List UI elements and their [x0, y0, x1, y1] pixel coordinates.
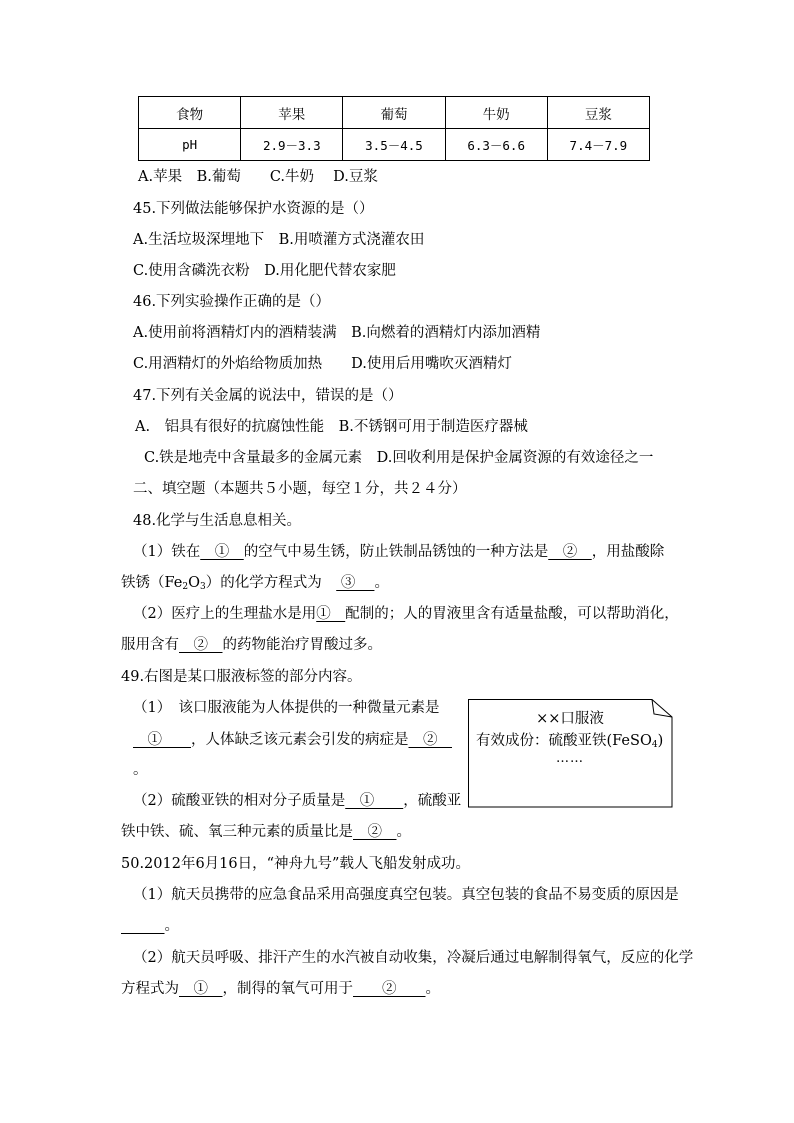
q50-part1-line2	[121, 916, 179, 936]
q47-options-line2: C.铁是地壳中含量最多的金属元素 D.回收利用是保护金属资源的有效途径之一	[144, 450, 654, 466]
text: ，硫酸亚	[403, 793, 462, 809]
text: （2）医疗上的生理盐水是用	[133, 606, 317, 622]
subscript: 2	[182, 582, 189, 592]
table-cell: 牛奶	[445, 97, 547, 129]
text: ，人体缺乏该元素会引发的病症是	[191, 732, 409, 748]
q50-part2-line2	[121, 979, 440, 999]
text: 铁锈（Fe	[121, 575, 183, 591]
text: 服用含有	[121, 637, 179, 653]
table-cell: 2.9－3.3	[241, 129, 343, 161]
text: （1）铁在	[133, 544, 201, 560]
answer-blank[interactable]: ②	[353, 824, 397, 840]
q46-options-line1: A.使用前将酒精灯内的酒精装满 B.向燃着的酒精灯内添加酒精	[133, 325, 541, 341]
text: ）的化学方程式为	[205, 575, 337, 591]
text: )	[657, 733, 664, 749]
answer-blank[interactable]: ②	[179, 637, 223, 653]
q47-options-line1: A. 铝具有很好的抗腐蚀性能 B.不锈钢可用于制造医疗器械	[135, 419, 528, 435]
table-cell: 苹果	[241, 97, 343, 129]
q48-part1-line1	[133, 542, 664, 562]
q45-options-line1: A.生活垃圾深埋地下 B.用喷灌方式浇灌农田	[133, 232, 425, 248]
text: 的药物能治疗胃酸过多。	[222, 637, 382, 653]
text: 。	[374, 575, 389, 591]
text: 。	[164, 918, 179, 934]
table-row	[139, 129, 650, 161]
q49-part1-line2	[133, 730, 452, 750]
q50-part1-line1: （1）航天员携带的应急食品采用高强度真空包装。真空包装的食品不易变质的原因是	[133, 887, 679, 903]
text: 。	[396, 824, 411, 840]
table-cell: 3.5－4.5	[343, 129, 445, 161]
q47-stem: 47.下列有关金属的说法中，错误的是（）	[133, 388, 403, 404]
subscript: 4	[651, 740, 658, 750]
q48-part2-line1	[133, 604, 679, 624]
table-cell: pH	[139, 129, 241, 161]
answer-blank[interactable]: ①	[316, 606, 346, 622]
table-cell: 豆浆	[547, 97, 649, 129]
text: 配制的；人的胃液里含有适量盐酸，可以帮助消化，	[345, 606, 679, 622]
q48-part1-line2	[121, 573, 389, 597]
table-cell: 7.4－7.9	[547, 129, 649, 161]
table-cell: 葡萄	[343, 97, 445, 129]
q49-stem: 49.右图是某口服液标签的部分内容。	[121, 669, 362, 685]
ph-table	[138, 96, 650, 161]
q50-stem: 50.2012年6月16日，“神舟九号”载人飞船发射成功。	[121, 856, 470, 872]
text: 铁中铁、硫、氧三种元素的质量比是	[121, 824, 353, 840]
text: 。	[425, 981, 440, 997]
text: ，制得的氧气可用于	[222, 981, 353, 997]
answer-blank[interactable]: ②	[408, 732, 452, 748]
q49-part1-line3: 。	[133, 762, 148, 778]
text: 有效成份：硫酸亚铁(FeSO	[476, 733, 652, 749]
label-ellipsis: ……	[556, 751, 584, 766]
text: ，用盐酸除	[591, 544, 665, 560]
q45-options-line2: C.使用含磷洗衣粉 D.用化肥代替农家肥	[133, 263, 396, 279]
q49-part1-line1: （1） 该口服液能为人体提供的一种微量元素是	[133, 700, 440, 716]
q48-stem: 48.化学与生活息息相关。	[133, 513, 302, 529]
answer-blank[interactable]: ②	[353, 981, 426, 997]
label-title: ××口服液	[536, 711, 604, 727]
table-cell: 6.3－6.6	[445, 129, 547, 161]
text: O	[188, 575, 200, 591]
q48-part2-line2	[121, 635, 382, 655]
answer-blank[interactable]: ①	[133, 732, 191, 748]
answer-blank[interactable]: ②	[548, 544, 592, 560]
answer-blank[interactable]: ①	[345, 793, 404, 809]
answer-blank[interactable]: ①	[200, 544, 244, 560]
answer-blank[interactable]	[121, 918, 165, 934]
answer-blank[interactable]: ①	[179, 981, 223, 997]
q49-part2-line1	[133, 791, 461, 811]
section-title: 二、填空题（本题共５小题，每空１分，共２４分）	[133, 481, 467, 497]
table-cell: 食物	[139, 97, 241, 129]
q49-part2-line2	[121, 822, 411, 842]
q50-part2-line1: （2）航天员呼吸、排汗产生的水汽被自动收集，冷凝后通过电解制得氧气，反应的化学	[133, 950, 694, 966]
q46-stem: 46.下列实验操作正确的是（）	[133, 294, 331, 310]
answer-blank[interactable]: ③	[336, 575, 375, 591]
q46-options-line2: C.用酒精灯的外焰给物质加热 D.使用后用嘴吹灭酒精灯	[133, 356, 512, 372]
table-header-row	[139, 97, 650, 129]
text: 方程式为	[121, 981, 179, 997]
subscript: 3	[199, 582, 206, 592]
text: （2）硫酸亚铁的相对分子质量是	[133, 793, 346, 809]
text: 的空气中易生锈，防止铁制品锈蚀的一种方法是	[243, 544, 549, 560]
label-ingredient	[476, 729, 663, 750]
q45-stem: 45.下列做法能够保护水资源的是（）	[133, 201, 374, 217]
medicine-label-box	[468, 699, 672, 807]
q44-options: A.苹果 B.葡萄 C.牛奶 D.豆浆	[138, 169, 378, 185]
